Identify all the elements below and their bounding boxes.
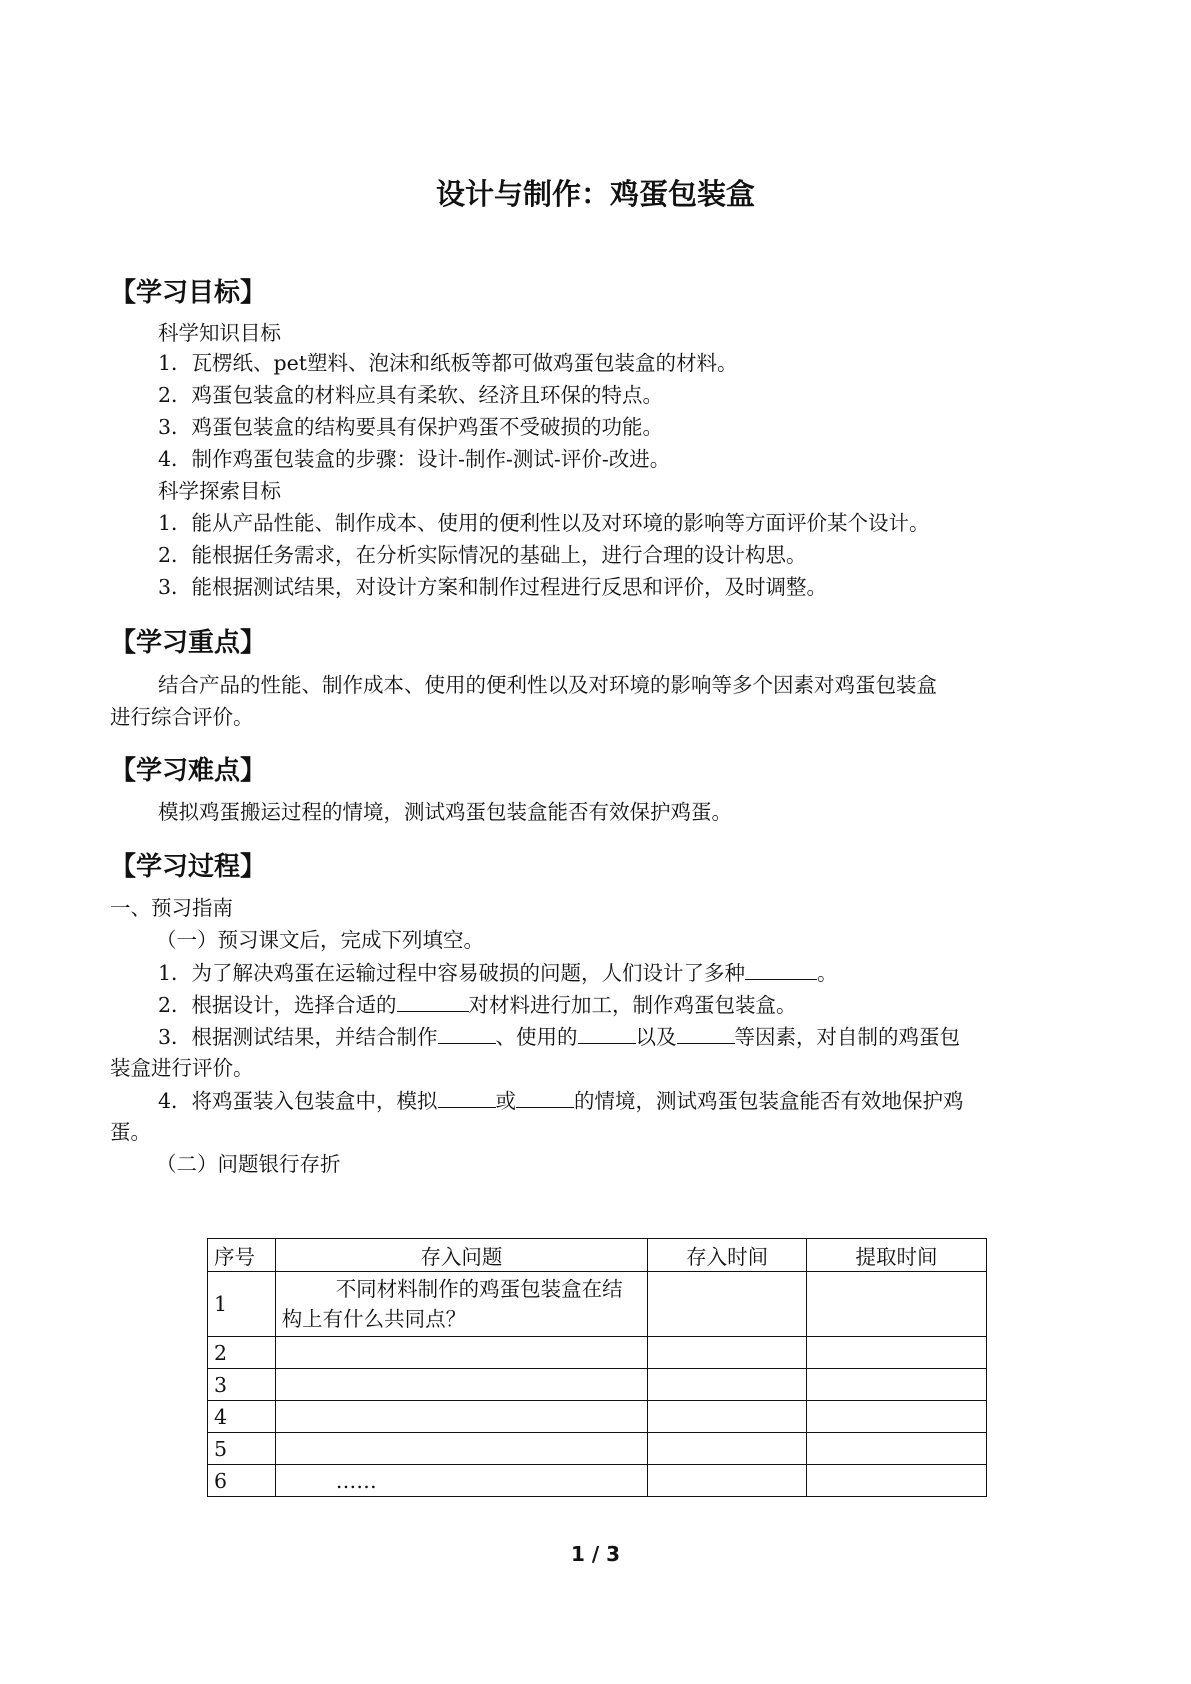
row-question[interactable] bbox=[275, 1433, 648, 1465]
table-row bbox=[208, 1337, 987, 1369]
row-deposit-time[interactable] bbox=[648, 1401, 807, 1433]
table-header-row bbox=[208, 1239, 987, 1272]
column-header-deposit-time: 存入时间 bbox=[648, 1239, 807, 1272]
knowledge-goals-title: 科学知识目标 bbox=[158, 321, 281, 345]
column-header-number: 序号 bbox=[208, 1239, 276, 1272]
answer-blank[interactable] bbox=[578, 1021, 636, 1044]
question-bank-table bbox=[207, 1238, 987, 1497]
difficulty-text: 模拟鸡蛋搬运过程的情境，测试鸡蛋包装盒能否有效保护鸡蛋。 bbox=[158, 800, 732, 824]
knowledge-goal-item: 1．瓦楞纸、pet塑料、泡沫和纸板等都可做鸡蛋包装盒的材料。 bbox=[158, 351, 738, 375]
fill-question-2: 2．根据设计，选择合适的 对材料进行加工，制作鸡蛋包装盒。 bbox=[158, 989, 797, 1020]
row-deposit-time[interactable] bbox=[648, 1337, 807, 1369]
column-header-question: 存入问题 bbox=[275, 1239, 648, 1272]
row-question[interactable] bbox=[275, 1337, 648, 1369]
explore-goals-title: 科学探索目标 bbox=[158, 479, 281, 503]
row-withdraw-time[interactable] bbox=[807, 1465, 987, 1497]
row-question: …… bbox=[275, 1465, 648, 1497]
row-withdraw-time[interactable] bbox=[807, 1369, 987, 1401]
answer-blank[interactable] bbox=[677, 1021, 735, 1044]
knowledge-goal-item: 4．制作鸡蛋包装盒的步骤：设计-制作-测试-评价-改进。 bbox=[158, 447, 671, 471]
table-row bbox=[208, 1272, 987, 1337]
fill-question-4-cont: 蛋。 bbox=[110, 1120, 151, 1144]
answer-blank[interactable] bbox=[397, 989, 469, 1012]
subsection-fill-blanks: （一）预习课文后，完成下列填空。 bbox=[156, 928, 484, 952]
row-question[interactable] bbox=[275, 1401, 648, 1433]
page-number: 1 / 3 bbox=[570, 1542, 621, 1566]
row-number: 5 bbox=[208, 1433, 276, 1465]
table-row bbox=[208, 1465, 987, 1497]
answer-blank[interactable] bbox=[745, 957, 817, 980]
explore-goal-item: 3．能根据测试结果，对设计方案和制作过程进行反思和评价，及时调整。 bbox=[158, 575, 828, 599]
row-deposit-time[interactable] bbox=[648, 1433, 807, 1465]
knowledge-goal-item: 3．鸡蛋包装盒的结构要具有保护鸡蛋不受破损的功能。 bbox=[158, 415, 664, 439]
table-row bbox=[208, 1433, 987, 1465]
focus-text-line2: 进行综合评价。 bbox=[110, 705, 254, 729]
row-number: 1 bbox=[208, 1272, 276, 1337]
knowledge-goal-item: 2．鸡蛋包装盒的材料应具有柔软、经济且环保的特点。 bbox=[158, 383, 664, 407]
document-title: 设计与制作：鸡蛋包装盒 bbox=[435, 177, 755, 211]
row-withdraw-time[interactable] bbox=[807, 1337, 987, 1369]
fill-question-1: 1．为了解决鸡蛋在运输过程中容易破损的问题，人们设计了多种 。 bbox=[158, 957, 838, 988]
row-number: 4 bbox=[208, 1401, 276, 1433]
section-preview-guide: 一、预习指南 bbox=[110, 896, 233, 920]
focus-heading: 【学习重点】 bbox=[110, 628, 267, 658]
fill-question-3-cont: 装盒进行评价。 bbox=[110, 1056, 254, 1080]
row-question[interactable] bbox=[275, 1369, 648, 1401]
focus-text-line1: 结合产品的性能、制作成本、使用的便利性以及对环境的影响等多个因素对鸡蛋包装盒 bbox=[158, 673, 937, 697]
row-withdraw-time[interactable] bbox=[807, 1401, 987, 1433]
answer-blank[interactable] bbox=[438, 1085, 496, 1108]
row-number: 3 bbox=[208, 1369, 276, 1401]
row-deposit-time[interactable] bbox=[648, 1369, 807, 1401]
answer-blank[interactable] bbox=[438, 1021, 496, 1044]
process-heading: 【学习过程】 bbox=[110, 852, 267, 882]
fill-question-4: 4．将鸡蛋装入包装盒中，模拟 或 的情境，测试鸡蛋包装盒能否有效地保护鸡 bbox=[158, 1085, 964, 1116]
explore-goal-item: 1．能从产品性能、制作成本、使用的便利性以及对环境的影响等方面评价某个设计。 bbox=[158, 511, 930, 535]
row-withdraw-time[interactable] bbox=[807, 1433, 987, 1465]
column-header-withdraw-time: 提取时间 bbox=[807, 1239, 987, 1272]
subsection-question-bank: （二）问题银行存折 bbox=[156, 1152, 341, 1176]
goals-heading: 【学习目标】 bbox=[110, 278, 267, 308]
row-deposit-time[interactable] bbox=[648, 1465, 807, 1497]
row-question: 不同材料制作的鸡蛋包装盒在结构上有什么共同点？ bbox=[275, 1272, 648, 1337]
difficulty-heading: 【学习难点】 bbox=[110, 756, 267, 786]
row-number: 6 bbox=[208, 1465, 276, 1497]
answer-blank[interactable] bbox=[516, 1085, 574, 1108]
row-withdraw-time[interactable] bbox=[807, 1272, 987, 1337]
fill-question-3: 3．根据测试结果，并结合制作 、使用的 以及 等因素，对自制的鸡蛋包 bbox=[158, 1021, 960, 1052]
row-number: 2 bbox=[208, 1337, 276, 1369]
table-row bbox=[208, 1369, 987, 1401]
row-deposit-time[interactable] bbox=[648, 1272, 807, 1337]
table-row bbox=[208, 1401, 987, 1433]
explore-goal-item: 2．能根据任务需求，在分析实际情况的基础上，进行合理的设计构思。 bbox=[158, 543, 807, 567]
